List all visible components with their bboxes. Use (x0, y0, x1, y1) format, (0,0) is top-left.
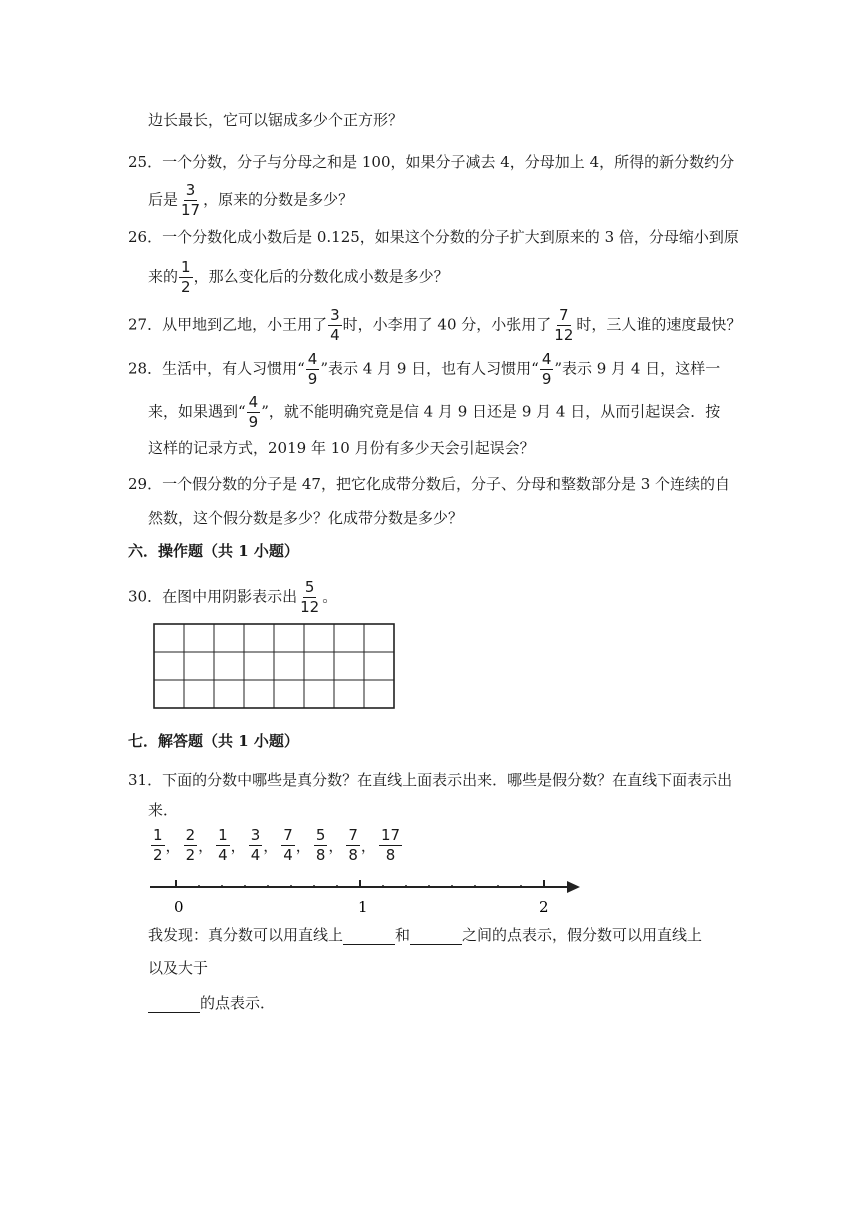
number-line-arrow (567, 881, 580, 893)
q31-fraction-num: 5 (315, 826, 326, 844)
q27-frac1-den: 4 (330, 326, 340, 344)
q31-fraction-den: 4 (218, 846, 228, 864)
q27-number: 27． (128, 315, 163, 334)
q25-text2: 后是 (148, 190, 179, 209)
axis-label-0: 0 (174, 898, 184, 916)
q31-finding-line2: 以及大于 (148, 959, 209, 977)
q30-grid (153, 623, 397, 711)
find-text-a: 我发现：真分数可以用直线上 (148, 926, 344, 944)
q27-fraction1 (328, 308, 342, 343)
grid-lines (154, 624, 394, 708)
q31-finding-line3 (148, 993, 275, 1013)
q31-fraction-item (249, 828, 263, 863)
section-7-heading: 七．解答题（共 1 小题） (128, 732, 299, 750)
q31-fraction-num: 1 (153, 826, 163, 844)
q26-text1: 一个分数化成小数后是 0.125，如果这个分数的分子扩大到原来的 3 倍，分母缩小到原 (162, 228, 739, 246)
q26-frac-num: 1 (181, 258, 191, 276)
q26-fraction (179, 260, 193, 295)
q31-fraction-item (184, 828, 198, 863)
q25-fraction (179, 183, 202, 218)
q25-number: 25． (128, 153, 163, 171)
q31-fraction-den: 8 (315, 846, 326, 864)
q31-separator: ， (295, 837, 311, 855)
q28-text3: ”表示 9 月 4 日，这样一 (554, 359, 721, 378)
q31-fraction-den: 2 (153, 846, 163, 864)
q27-text1: 从甲地到乙地，小王用了 (162, 315, 328, 334)
q30-line (128, 580, 337, 615)
q27-line (128, 308, 741, 343)
axis-label-2: 2 (539, 898, 549, 916)
q28-number: 28． (128, 359, 163, 378)
q31-fraction-item (314, 828, 328, 863)
q31-separator: ， (198, 837, 214, 855)
q31-text1: 下面的分数中哪些是真分数？在直线上面表示出来．哪些是假分数？在直线下面表示出 (162, 771, 733, 789)
q25-text1: 一个分数，分子与分母之和是 100，如果分子减去 4，分母加上 4，所得的新分数约分 (162, 153, 735, 171)
q31-fraction-item (346, 828, 360, 863)
q31-fraction-den: 8 (348, 846, 358, 864)
q26-frac-den: 2 (181, 278, 191, 296)
q25-line1 (128, 152, 734, 172)
q28-text5: ”，就不能明确究竟是信 4 月 9 日还是 9 月 4 日，从而引起误会．按 (261, 402, 721, 421)
q30-text: 在图中用阴影表示出 (162, 587, 298, 606)
q31-separator: ， (360, 837, 376, 855)
q25-frac-num: 3 (185, 181, 196, 199)
q31-fraction-den: 4 (283, 846, 293, 864)
q31-fraction-list (150, 828, 403, 863)
q29-line2: 然数，这个假分数是多少？化成带分数是多少？ (148, 509, 464, 527)
answer-blank-1[interactable] (343, 928, 395, 945)
q28-fraction-a (306, 352, 320, 387)
q31-separator: ， (263, 837, 279, 855)
q25-text3: ，原来的分数是多少？ (203, 190, 354, 209)
q25-line2 (148, 183, 353, 218)
q31-fraction-num: 17 (380, 826, 401, 844)
q27-frac2-den: 12 (554, 326, 574, 344)
q28-fc-num: 4 (248, 393, 259, 411)
axis-label-1: 1 (358, 898, 368, 916)
q31-separator: ， (328, 837, 344, 855)
q25-frac-den: 17 (181, 201, 201, 219)
q31-finding-line1 (148, 925, 702, 945)
q31-fraction-num: 7 (348, 826, 358, 844)
q27-text3: 时，三人谁的速度最快？ (576, 315, 742, 334)
q31-line2: 来． (148, 801, 179, 819)
q30-frac-num: 5 (304, 578, 315, 596)
q28-line3: 这样的记录方式，2019 年 10 月份有多少天会引起误会？ (148, 439, 535, 457)
number-line (140, 872, 590, 916)
q26-line2 (148, 260, 449, 295)
q28-fraction-b (540, 352, 554, 387)
q31-fraction-item (379, 828, 402, 863)
q27-text2: 时，小李用了 40 分，小张用了 (342, 315, 552, 334)
q31-fraction-num: 1 (218, 826, 228, 844)
q28-fb-den: 9 (541, 370, 552, 388)
q27-frac2-num: 7 (559, 306, 569, 324)
q26-line1 (128, 227, 739, 247)
q31-fraction-item (151, 828, 165, 863)
q28-fb-num: 4 (541, 350, 552, 368)
q29-number: 29． (128, 475, 163, 493)
q28-text1: 生活中，有人习惯用“ (162, 359, 305, 378)
q31-fraction-den: 2 (185, 846, 196, 864)
q28-fc-den: 9 (248, 413, 259, 431)
q27-frac1-num: 3 (330, 306, 340, 324)
q24-tail: 边长最长，它可以锯成多少个正方形？ (148, 111, 404, 129)
q26-text3: ，那么变化后的分数化成小数是多少？ (193, 267, 449, 286)
q30-number: 30． (128, 587, 163, 606)
q30-frac-den: 12 (300, 598, 320, 616)
find-text-b: 和 (395, 926, 411, 944)
q31-fraction-item (216, 828, 230, 863)
q26-number: 26． (128, 228, 163, 246)
answer-blank-2[interactable] (410, 928, 462, 945)
q28-fraction-c (247, 395, 261, 430)
q26-text2: 来的 (148, 267, 179, 286)
q27-fraction2 (552, 308, 575, 343)
q31-number: 31． (128, 771, 163, 789)
q28-line1 (128, 352, 720, 387)
find-text-e: 的点表示． (200, 994, 276, 1012)
q31-fraction-den: 8 (385, 846, 396, 864)
q28-text4: 来，如果遇到“ (148, 402, 246, 421)
q31-fraction-num: 7 (283, 826, 293, 844)
q28-line2 (148, 395, 720, 430)
q29-text1: 一个假分数的分子是 47，把它化成带分数后，分子、分母和整数部分是 3 个连续的自 (162, 475, 731, 493)
answer-blank-3[interactable] (148, 996, 200, 1013)
q31-separator: ， (165, 837, 181, 855)
q28-text2: ”表示 4 月 9 日，也有人习惯用“ (320, 359, 539, 378)
q31-fraction-item (281, 828, 295, 863)
q31-fraction-den: 4 (250, 846, 261, 864)
q31-separator: ， (230, 837, 246, 855)
q31-line1 (128, 770, 732, 790)
section-6-heading: 六．操作题（共 1 小题） (128, 542, 299, 560)
q31-fraction-num: 2 (185, 826, 196, 844)
q30-fraction (298, 580, 321, 615)
number-line-ticks (176, 880, 544, 887)
q29-line1 (128, 474, 730, 494)
q30-after: 。 (322, 587, 338, 606)
q31-fraction-num: 3 (250, 826, 261, 844)
find-text-c: 之间的点表示，假分数可以用直线上 (462, 926, 703, 944)
q28-fa-den: 9 (307, 370, 318, 388)
q28-fa-num: 4 (307, 350, 318, 368)
